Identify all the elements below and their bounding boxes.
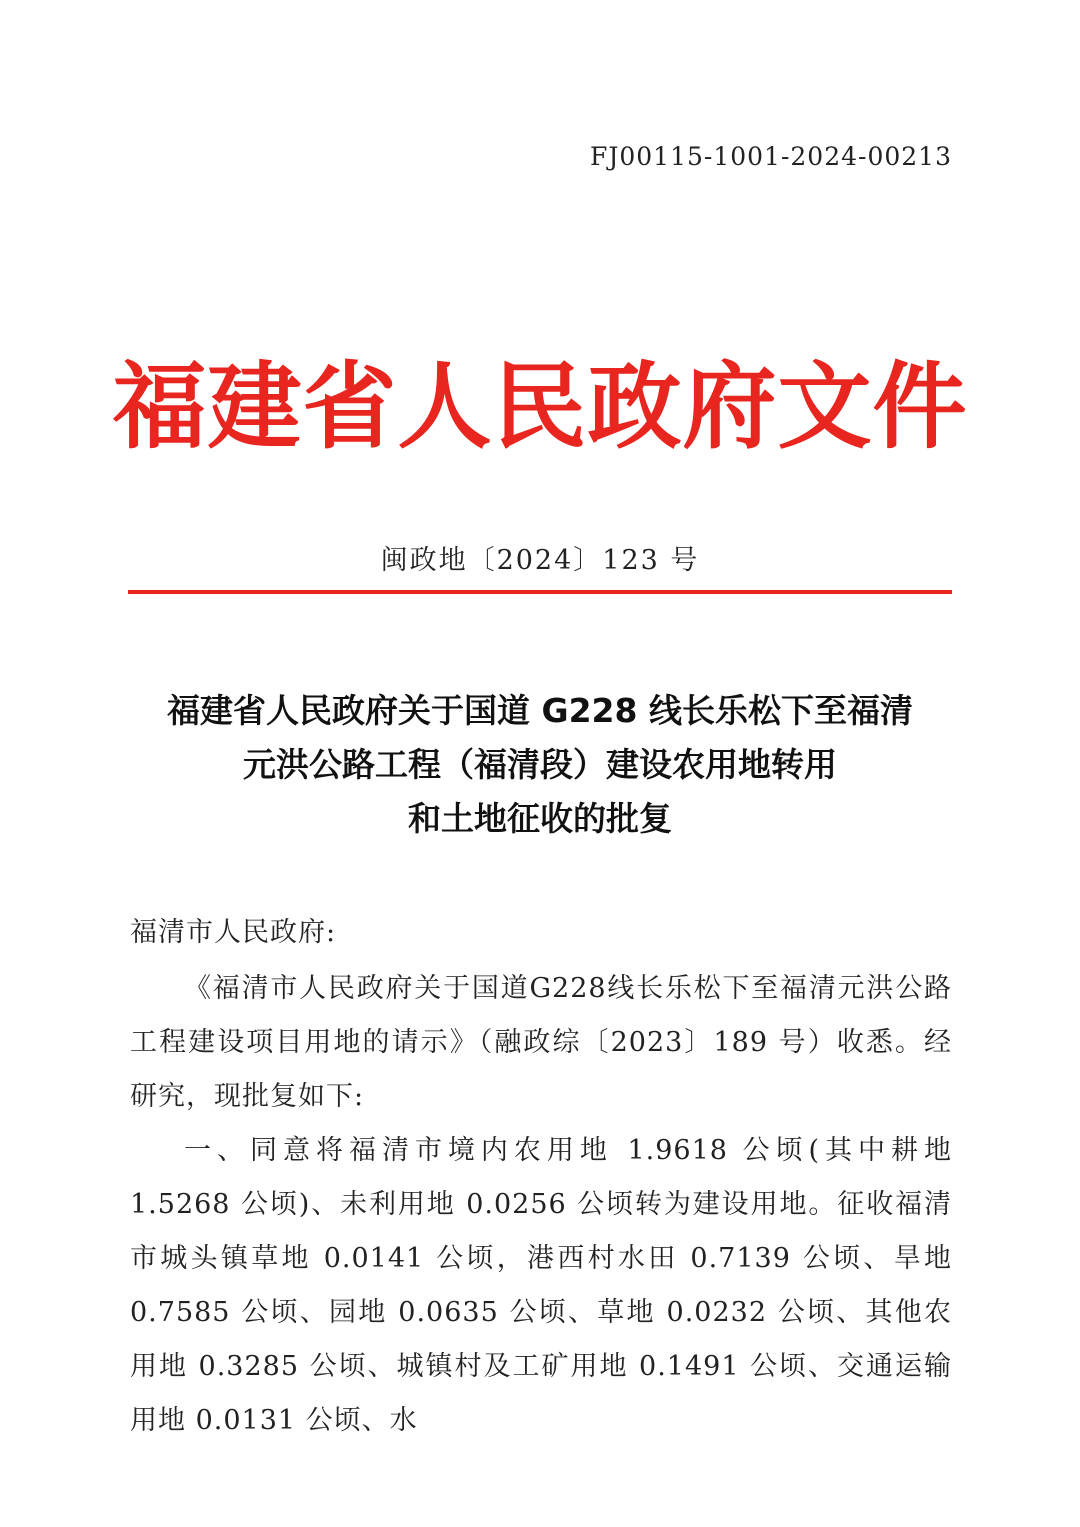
document-body: [130, 906, 952, 1448]
red-divider: [128, 590, 952, 594]
title-line-2: 元洪公路工程（福清段）建设农用地转用: [243, 745, 837, 784]
document-number: 闽政地〔2024〕123 号: [380, 545, 700, 576]
paragraph-2: 一、同意将福清市境内农用地 1.9618 公顷(其中耕地 1.5268 公顷)、未利用地 0.0256 公顷转为建设用地。征收福清市城头镇草地 0.0141 公顷，港西村水田 0.7139 公顷、旱地 0.7585 公顷、园地 0.0635 公顷、草地 0.0232 公顷、其他农用地 0.3285 公顷、城镇村及工矿用地 0.1491 公顷、交通运输用地 0.0131 公顷、水: [130, 1135, 952, 1436]
title-line-1: 福建省人民政府关于国道 G228 线长乐松下至福清: [167, 691, 913, 730]
title-line-3: 和土地征收的批复: [408, 799, 672, 838]
paragraph-1: 《福清市人民政府关于国道G228线长乐松下至福清元洪公路工程建设项目用地的请示》（融政综〔2023〕189 号）收悉。经研究，现批复如下:: [130, 973, 952, 1112]
masthead-title: 福建省人民政府文件: [112, 353, 968, 462]
document-code: FJ00115-1001-2024-00213: [589, 142, 952, 171]
document-title: [128, 684, 952, 846]
addressee: 福清市人民政府:: [130, 917, 337, 948]
